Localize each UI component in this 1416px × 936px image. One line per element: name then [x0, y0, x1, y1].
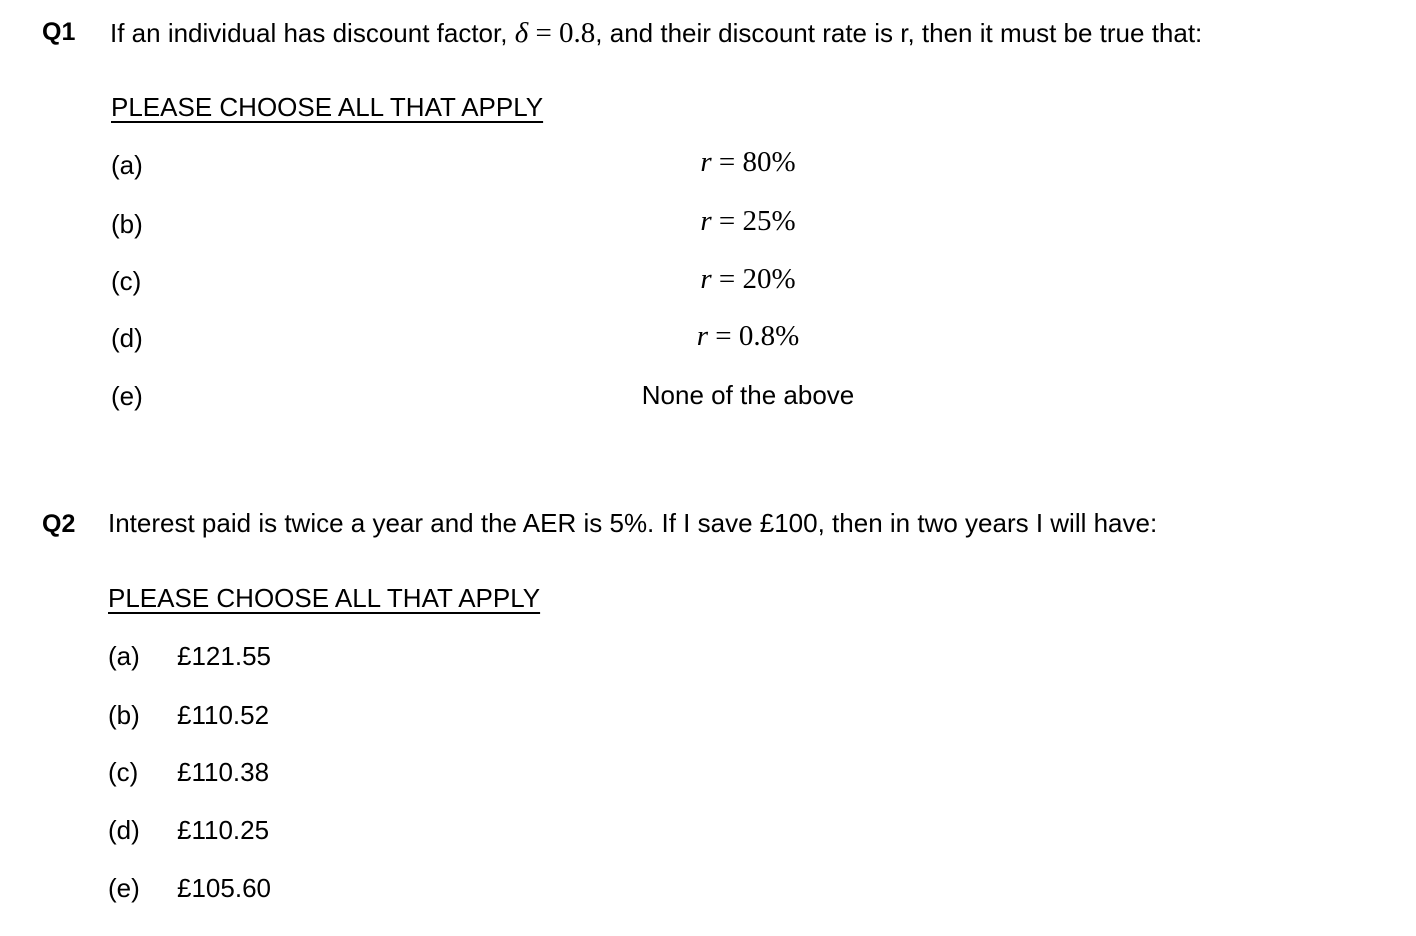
- q2-option-b-value[interactable]: £110.52: [177, 700, 270, 730]
- q1-option-c-text[interactable]: r = 20%: [700, 263, 796, 295]
- q2-option-a-value[interactable]: £121.55: [177, 641, 271, 671]
- q2-option-e-letter[interactable]: (e): [108, 873, 140, 903]
- q1-stem-after: , and their discount rate is r, then it must be true that:: [595, 18, 1203, 48]
- q2-option-e-value[interactable]: £105.60: [177, 873, 271, 903]
- q2-option-d-letter[interactable]: (d): [108, 815, 140, 845]
- q1-option-b-letter[interactable]: (b): [111, 209, 143, 239]
- q1-stem: [110, 17, 1202, 50]
- q2-option-b-letter[interactable]: (b): [108, 700, 140, 730]
- q1-option-d-text[interactable]: r = 0.8%: [696, 320, 800, 352]
- q1-number: Q1: [42, 18, 76, 46]
- q1-option-a-letter[interactable]: (a): [111, 150, 143, 180]
- q1-option-a-text[interactable]: r = 80%: [700, 146, 796, 178]
- q1-instruction: PLEASE CHOOSE ALL THAT APPLY: [111, 92, 544, 122]
- q2-stem: Interest paid is twice a year and the AER is 5%. If I save £100, then in two years I will have:: [108, 508, 1158, 538]
- q2-option-d-value[interactable]: £110.25: [177, 815, 270, 845]
- q1-option-c-letter[interactable]: (c): [111, 266, 142, 296]
- q2-option-a-letter[interactable]: (a): [108, 641, 140, 671]
- q1-stem-before: If an individual has discount factor,: [110, 18, 515, 48]
- q1-option-b-text[interactable]: r = 25%: [700, 205, 796, 237]
- q2-instruction: PLEASE CHOOSE ALL THAT APPLY: [108, 583, 541, 613]
- q1-option-e-letter[interactable]: (e): [111, 381, 143, 411]
- q2-option-c-letter[interactable]: (c): [108, 757, 139, 787]
- q2-number: Q2: [42, 510, 76, 538]
- q2-option-c-value[interactable]: £110.38: [177, 757, 270, 787]
- q1-option-d-letter[interactable]: (d): [111, 323, 143, 353]
- q1-option-e-text[interactable]: None of the above: [641, 380, 855, 410]
- q1-delta-value: = 0.8: [528, 17, 596, 49]
- q1-delta-symbol: δ: [514, 17, 529, 49]
